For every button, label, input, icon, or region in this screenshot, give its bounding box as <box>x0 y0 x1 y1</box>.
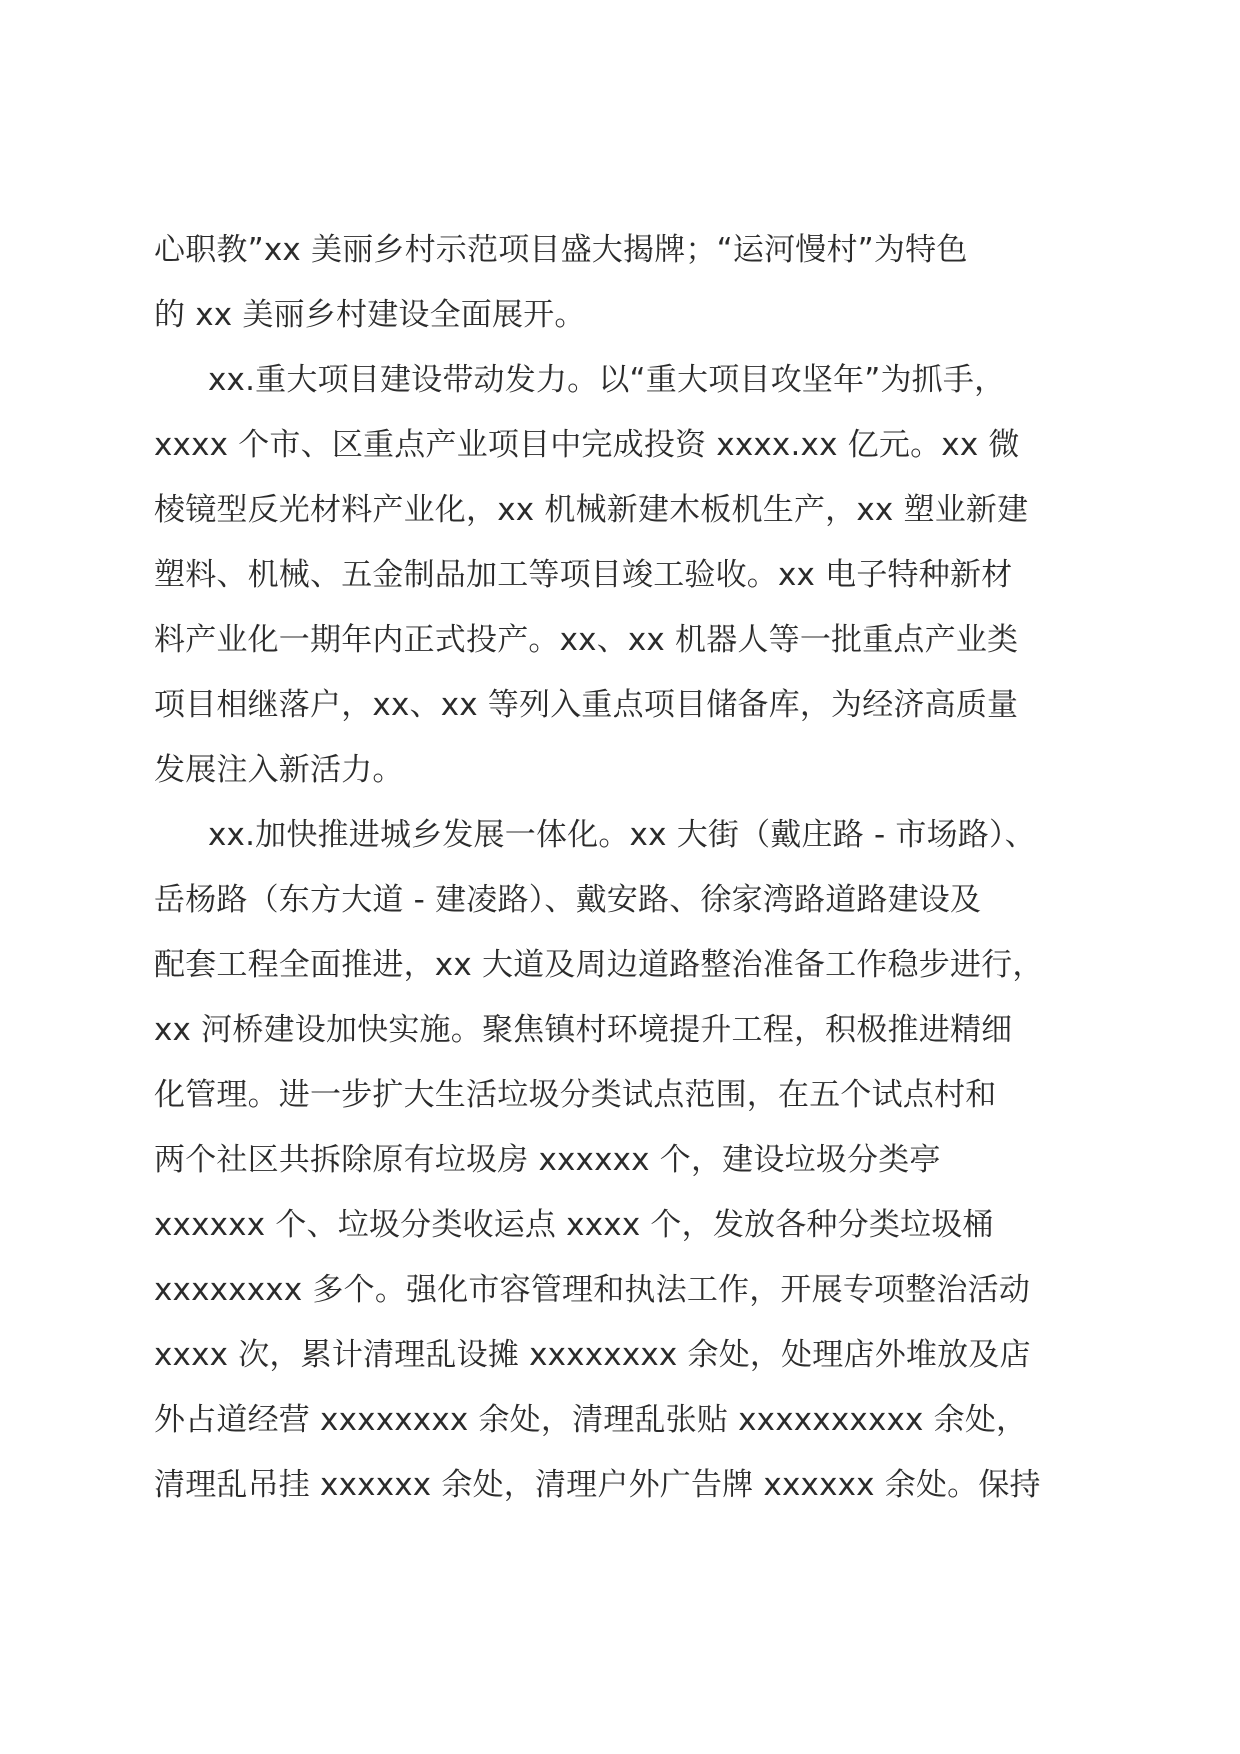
text-line: xxxxxx 个、垃圾分类收运点 xxxx 个，发放各种分类垃圾桶 <box>154 1207 994 1243</box>
paragraph-heading-line: xx.重大项目建设带动发力。以“重大项目攻坚年”为抓手， <box>208 362 1006 398</box>
text-line: 清理乱吊挂 xxxxxx 余处，清理户外广告牌 xxxxxx 余处。保持 <box>154 1467 1041 1503</box>
text-line: 塑料、机械、五金制品加工等项目竣工验收。xx 电子特种新材 <box>154 557 1013 593</box>
text-line: 心职教”xx 美丽乡村示范项目盛大揭牌；“运河慢村”为特色 <box>154 232 968 268</box>
paragraph-heading-line: xx.加快推进城乡发展一体化。xx 大街（戴庄路 - 市场路）、 <box>208 817 1036 853</box>
text-line: 两个社区共拆除原有垃圾房 xxxxxx 个，建设垃圾分类亭 <box>154 1142 941 1178</box>
text-line: xxxx 个市、区重点产业项目中完成投资 xxxx.xx 亿元。xx 微 <box>154 427 1020 463</box>
text-line: 的 xx 美丽乡村建设全面展开。 <box>154 297 586 333</box>
text-line: 配套工程全面推进，xx 大道及周边道路整治准备工作稳步进行， <box>154 947 1044 983</box>
body-text <box>154 218 1094 1518</box>
text-line: 发展注入新活力。 <box>154 752 404 788</box>
text-line: 化管理。进一步扩大生活垃圾分类试点范围，在五个试点村和 <box>154 1077 997 1113</box>
text-line: 项目相继落户，xx、xx 等列入重点项目储备库，为经济高质量 <box>154 687 1019 723</box>
text-line: 岳杨路（东方大道 - 建凌路）、戴安路、徐家湾路道路建设及 <box>154 882 982 918</box>
text-line: xxxx 次，累计清理乱设摊 xxxxxxxx 余处，处理店外堆放及店 <box>154 1337 1031 1373</box>
text-line: xxxxxxxx 多个。强化市容管理和执法工作，开展专项整治活动 <box>154 1272 1031 1308</box>
text-line: 料产业化一期年内正式投产。xx、xx 机器人等一批重点产业类 <box>154 622 1019 658</box>
text-line: xx 河桥建设加快实施。聚焦镇村环境提升工程，积极推进精细 <box>154 1012 1013 1048</box>
text-line: 棱镜型反光材料产业化，xx 机械新建木板机生产，xx 塑业新建 <box>154 492 1029 528</box>
text-line: 外占道经营 xxxxxxxx 余处，清理乱张贴 xxxxxxxxxx 余处， <box>154 1402 1028 1438</box>
